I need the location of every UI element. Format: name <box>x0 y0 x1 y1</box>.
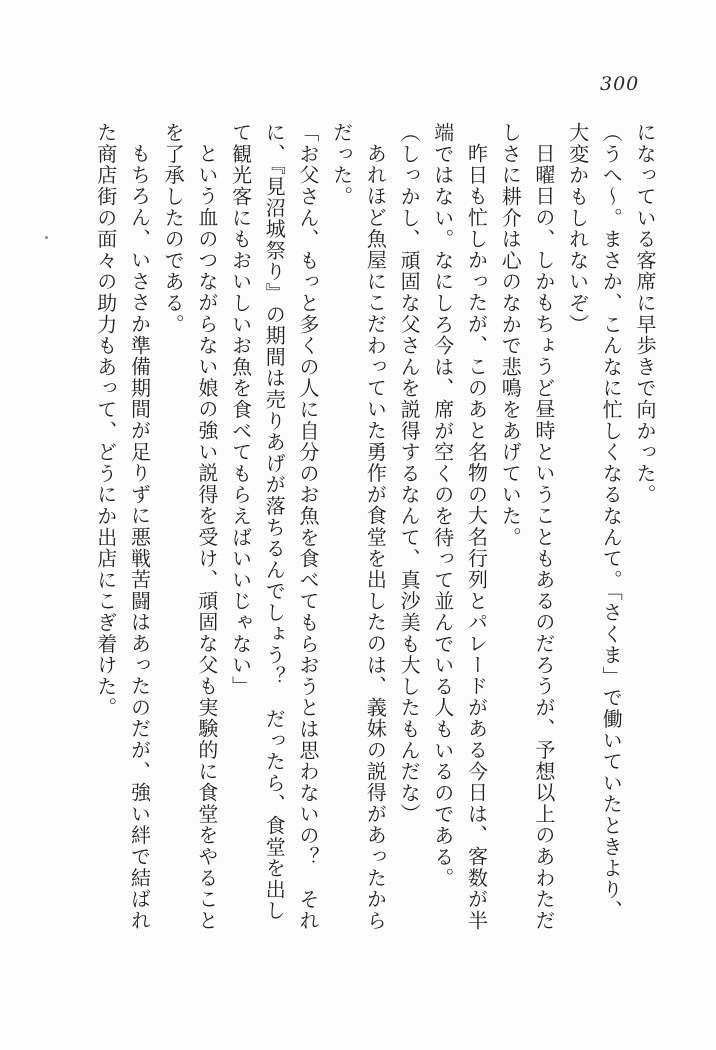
text-column: もちろん、いささか準備期間が足りずに悪戦苦闘はあったのだが、強い絆で結ばれ <box>127 143 152 932</box>
print-speck <box>45 236 48 239</box>
text-column: 大変かもしれないぞ） <box>565 122 590 335</box>
text-column: あれほど魚屋にこだわっていた勇作が食堂を出したのは、義妹の説得があったから <box>363 143 388 932</box>
text-column: しさに耕介は心のなかで悲鳴をあげていた。 <box>498 122 523 548</box>
text-column: を了承したのである。 <box>161 122 186 335</box>
page-number: 300 <box>600 73 640 95</box>
text-column: （うへ〜。まさか、こんなに忙しくなるなんて。「さくま」で働いていたときより、 <box>599 122 624 922</box>
body-text <box>85 122 661 1022</box>
text-column: 端ではない。なにしろ今は、席が空くのを待って並んでいる人もいるのである。 <box>430 122 455 889</box>
text-column: になっている客席に早歩きで向かった。 <box>633 122 657 506</box>
text-column: た商店街の面々の助力もあって、どうにか出店にこぎ着けた。 <box>93 122 118 719</box>
text-column: 昨日も忙しかったが、このあと名物の大名行列とパレードがある今日は、客数が半 <box>464 143 489 932</box>
text-column: て観光客にもおいしいお魚を食べてもらえばいいじゃない」 <box>228 122 253 698</box>
text-column: だった。 <box>329 122 354 208</box>
text-column: 日曜日の、しかもちょうど昼時ということもあるのだろうが、予想以上のあわただ <box>531 143 556 932</box>
text-column: （しっかし、頑固な父さんを説得するなんて、真沙美も大したもんだな） <box>397 122 422 825</box>
text-column: 「お父さん、もっと多くの人に自分のお魚を食べてもらおうとは思わないの？ それ <box>295 122 320 932</box>
text-column: に、『見沼城祭り』の期間は売りあげが落ちるんでしょう？ だったら、食堂を出し <box>262 122 287 922</box>
text-column: という血のつながらない娘の強い説得を受け、頑固な父も実験的に食堂をやること <box>194 143 219 932</box>
